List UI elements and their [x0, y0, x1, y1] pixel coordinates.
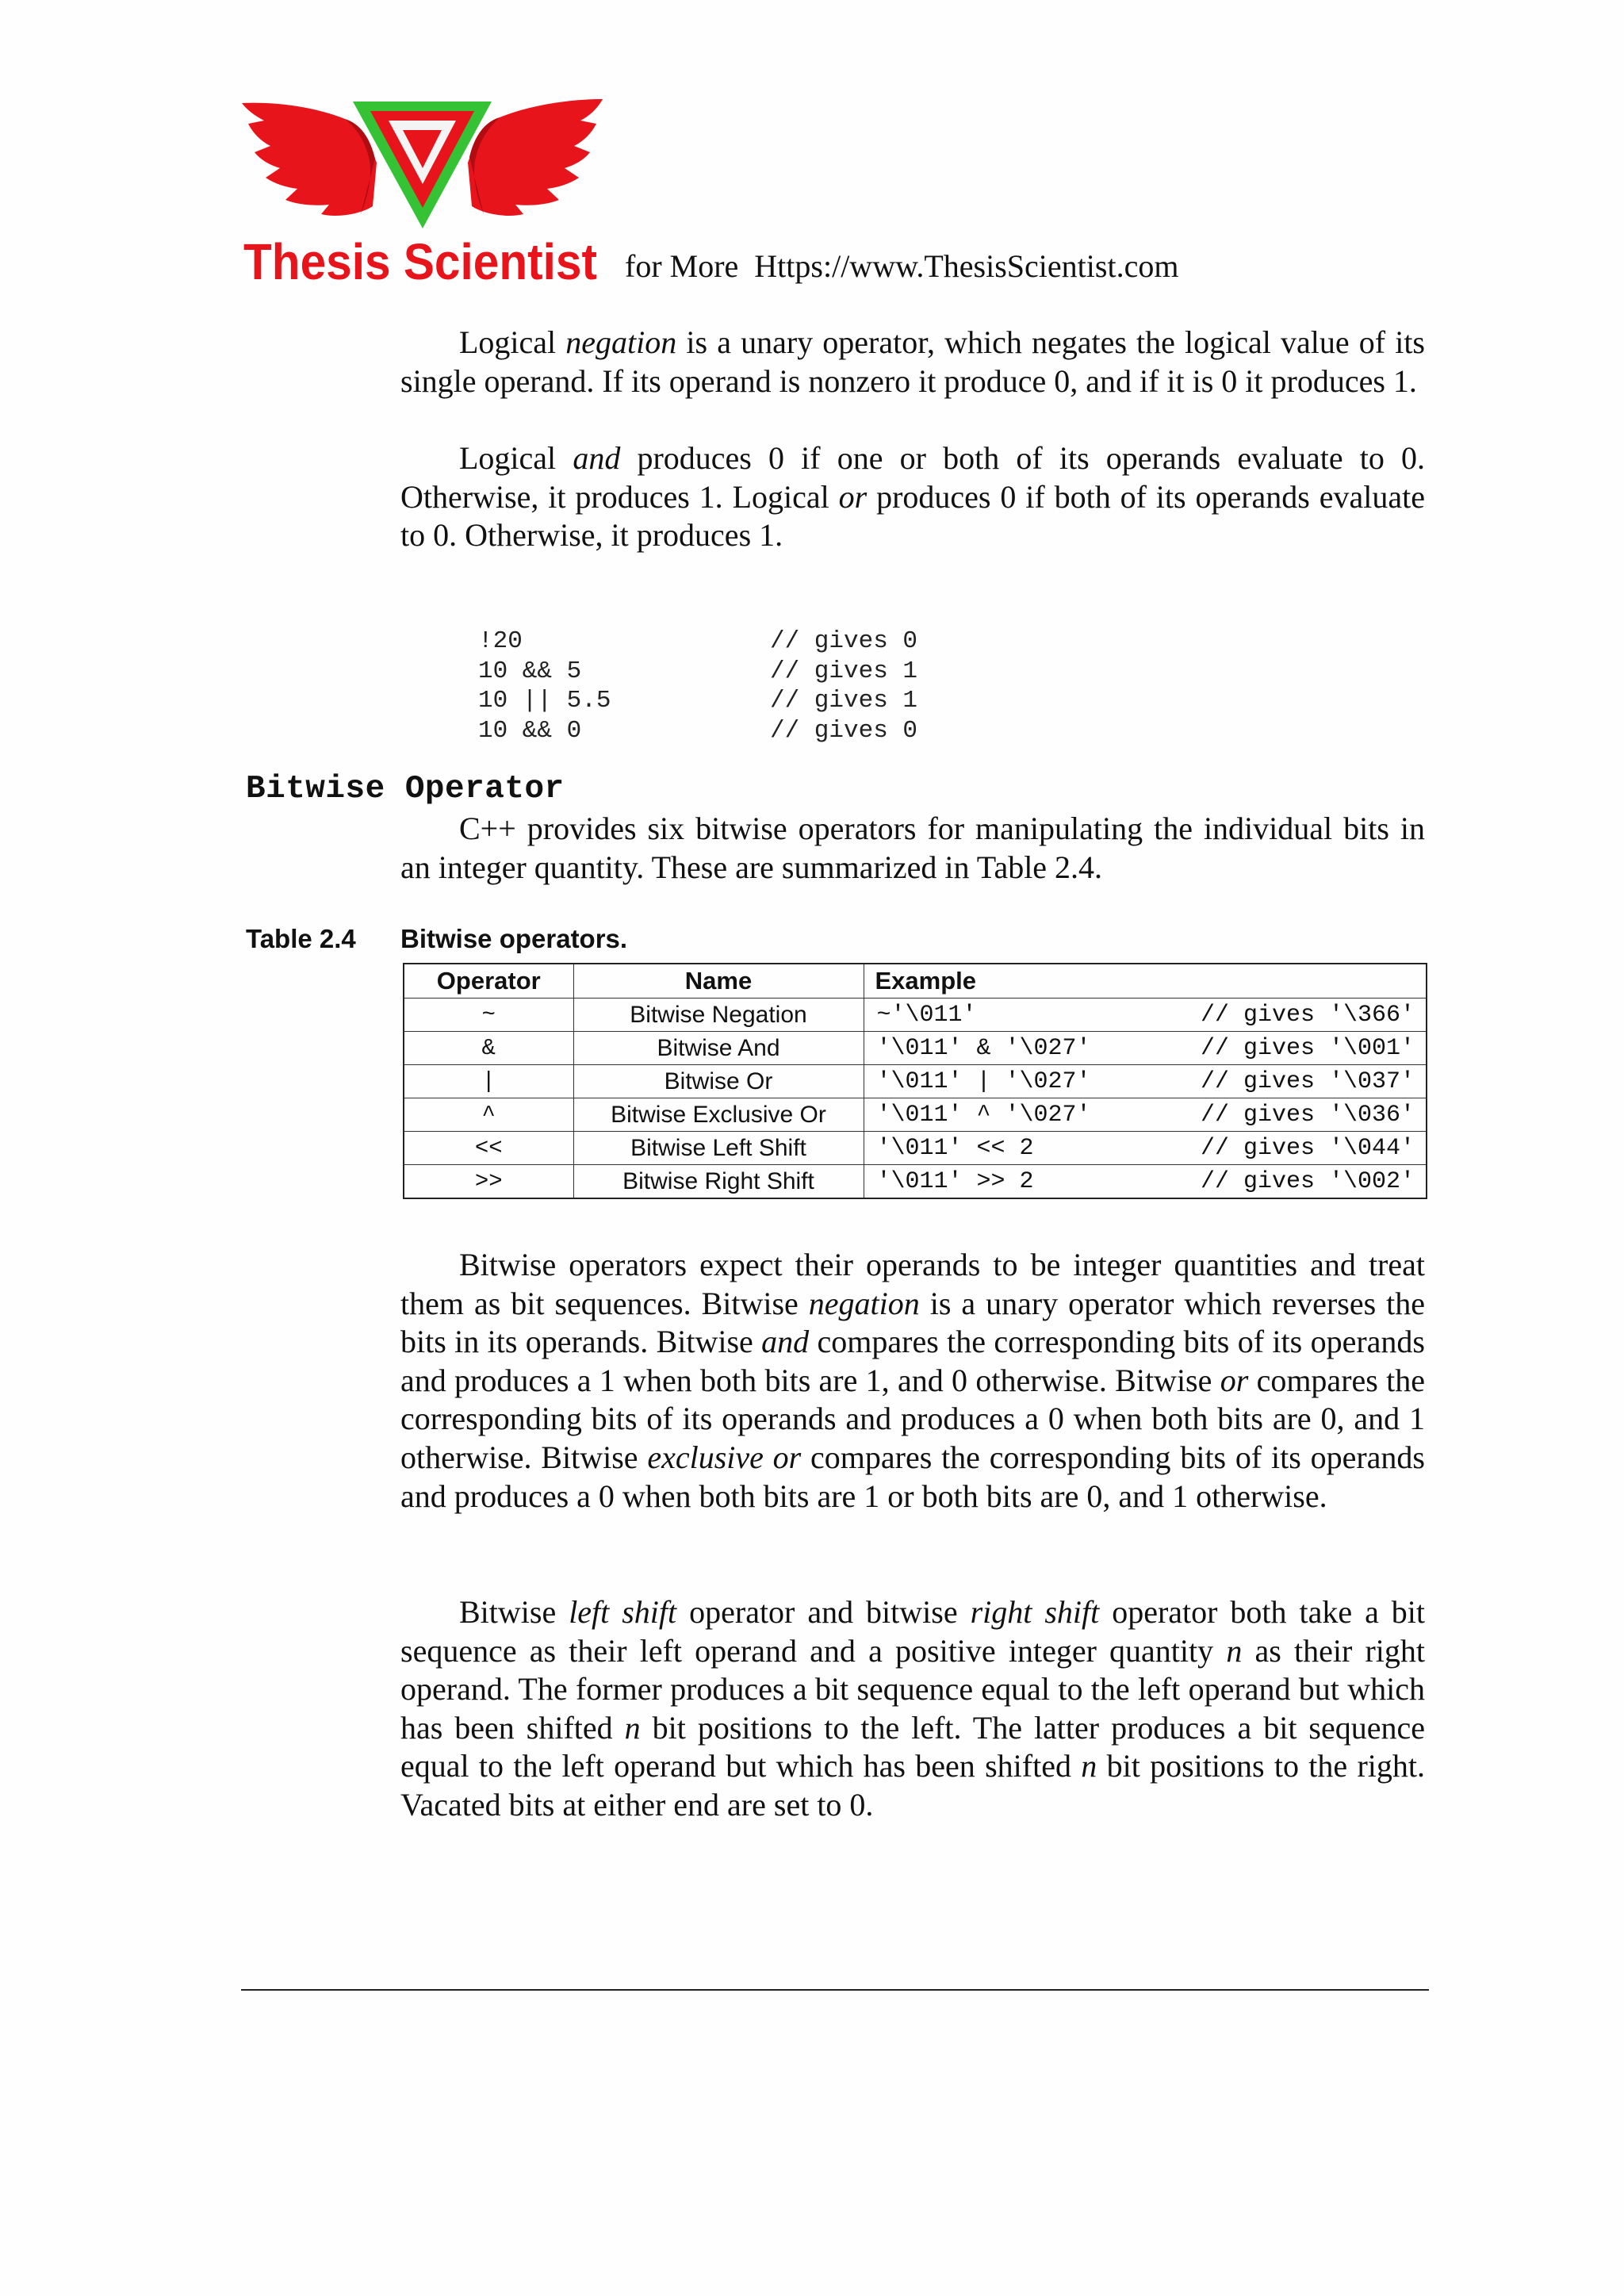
text-run: operator and bitwise: [676, 1594, 971, 1630]
column-header-operator: Operator: [404, 964, 573, 999]
name-cell: Bitwise Exclusive Or: [573, 1098, 864, 1132]
text-run: Logical: [459, 324, 566, 360]
emphasis: right shift: [970, 1594, 1100, 1630]
example-result: // gives '\044': [1200, 1134, 1415, 1162]
operator-cell: ^: [404, 1098, 573, 1132]
text-run: produces 0 if one or both of its operands evaluate to 0. Otherwise, it produces 1. Logical: [400, 440, 1425, 515]
section-heading-bitwise-operator: Bitwise Operator: [246, 771, 565, 807]
paragraph-logical-and-or: [400, 439, 1425, 555]
name-cell: Bitwise And: [573, 1032, 864, 1065]
operator-cell: &: [404, 1032, 573, 1065]
emphasis: negation: [565, 324, 677, 360]
example-expression: '\011' ^ '\027': [876, 1101, 1091, 1129]
winged-triangle-logo-icon: [242, 95, 615, 289]
text-run: C++ provides six bitwise operators for manipulating the individual bits in an integer quantity. These are summarized in Table 2.4.: [400, 811, 1425, 885]
column-header-example: Example: [864, 964, 1427, 999]
example-result: // gives '\001': [1200, 1034, 1415, 1062]
example-cell: [864, 1098, 1427, 1132]
name-cell: Bitwise Left Shift: [573, 1132, 864, 1165]
code-expression: 10 && 0: [478, 716, 582, 745]
emphasis: and: [573, 440, 621, 476]
text-run: bit positions to the left. The latter produces a bit sequence equal to the left operand but which has been shifted: [400, 1709, 1425, 1784]
paragraph-shift-operators: [400, 1593, 1425, 1825]
code-expression: !20: [478, 627, 523, 655]
example-result: // gives '\036': [1200, 1101, 1415, 1129]
emphasis: left shift: [569, 1594, 677, 1630]
text-run: produces 0 if both of its operands evaluate to 0. Otherwise, it produces 1.: [400, 478, 1425, 554]
table-row: [404, 999, 1427, 1032]
header-link-line: [625, 247, 1178, 285]
example-result: // gives '\366': [1200, 1001, 1415, 1029]
table-header-row: [404, 964, 1427, 999]
example-expression: '\011' >> 2: [876, 1167, 1034, 1195]
code-comment: // gives 1: [770, 657, 918, 685]
bitwise-operators-table: [403, 963, 1427, 1199]
example-result: // gives '\037': [1200, 1068, 1415, 1095]
code-comment: // gives 0: [770, 716, 918, 745]
text-run: Logical: [459, 440, 573, 476]
text-run: compares the corresponding bits of its operands and produces a 1 when both bits are 1, and 0 otherwise. Bitwise: [400, 1324, 1425, 1398]
example-cell: [864, 1065, 1427, 1098]
table-row: [404, 1132, 1427, 1165]
example-expression: '\011' | '\027': [876, 1068, 1091, 1095]
paragraph-logical-negation: [400, 324, 1425, 401]
text-run: compares the corresponding bits of its operands and produces a 0 when both bits are 0, and 1 otherwise. Bitwise: [400, 1362, 1425, 1475]
table-title: Bitwise operators.: [400, 924, 628, 953]
code-expression: 10 && 5: [478, 657, 582, 685]
table-row: [404, 1098, 1427, 1132]
name-cell: Bitwise Negation: [573, 999, 864, 1032]
emphasis: n: [1226, 1632, 1243, 1669]
code-expression: 10 || 5.5: [478, 687, 611, 715]
example-cell: [864, 1032, 1427, 1065]
text-run: operator both take a bit sequence as their left operand and a positive integer quantity: [400, 1594, 1426, 1669]
text-run: is a unary operator, which negates the logical value of its single operand. If its operand is nonzero it produce 0, and if it is 0 it produces 1.: [400, 324, 1425, 399]
code-examples: [478, 627, 917, 746]
emphasis: or: [1220, 1362, 1249, 1398]
operator-cell: <<: [404, 1132, 573, 1165]
operator-cell: >>: [404, 1165, 573, 1199]
name-cell: Bitwise Right Shift: [573, 1165, 864, 1199]
code-line: [478, 627, 917, 657]
example-expression: '\011' << 2: [876, 1134, 1034, 1162]
operator-cell: |: [404, 1065, 573, 1098]
code-comment: // gives 1: [770, 687, 918, 715]
example-result: // gives '\002': [1200, 1167, 1415, 1195]
paragraph-bitwise-description: [400, 1246, 1425, 1516]
emphasis: n: [624, 1709, 641, 1746]
example-cell: [864, 999, 1427, 1032]
website-link[interactable]: Https://www.ThesisScientist.com: [754, 248, 1179, 284]
example-cell: [864, 1132, 1427, 1165]
table-number: Table 2.4: [246, 924, 356, 953]
logo-wordmark: Thesis Scientist: [243, 233, 597, 289]
emphasis: n: [1081, 1748, 1097, 1784]
text-run: compares the corresponding bits of its operands and produces a 0 when both bits are 1 or both bits are 0, and 1 otherwise.: [400, 1439, 1425, 1514]
table-row: [404, 1065, 1427, 1098]
example-expression: ~'\011': [876, 1001, 977, 1029]
table-row: [404, 1165, 1427, 1199]
emphasis: and: [761, 1324, 810, 1360]
text-run: is a unary operator which reverses the bits in its operands. Bitwise: [400, 1285, 1425, 1360]
column-header-name: Name: [573, 964, 864, 999]
code-line: [478, 686, 917, 716]
code-line: [478, 716, 917, 746]
example-cell: [864, 1165, 1427, 1199]
text-run: as their right operand. The former produces a bit sequence equal to the left operand but which has been shifted: [400, 1632, 1425, 1746]
code-comment: // gives 0: [770, 627, 918, 655]
code-line: [478, 657, 917, 687]
emphasis: or: [838, 478, 868, 515]
for-more-label: for More: [625, 248, 739, 284]
example-expression: '\011' & '\027': [876, 1034, 1091, 1062]
table-row: [404, 1032, 1427, 1065]
text-run: bit positions to the right. Vacated bits at either end are set to 0.: [400, 1748, 1425, 1823]
text-run: Bitwise operators expect their operands to be integer quantities and treat them as bit sequences. Bitwise: [400, 1247, 1425, 1321]
text-run: Bitwise: [459, 1594, 569, 1630]
footer-divider: [241, 1989, 1429, 1991]
paragraph-bitwise-intro: [400, 810, 1425, 887]
emphasis: negation: [808, 1285, 920, 1321]
operator-cell: ~: [404, 999, 573, 1032]
emphasis: exclusive or: [647, 1439, 802, 1475]
thesis-scientist-logo: [242, 95, 615, 289]
name-cell: Bitwise Or: [573, 1065, 864, 1098]
